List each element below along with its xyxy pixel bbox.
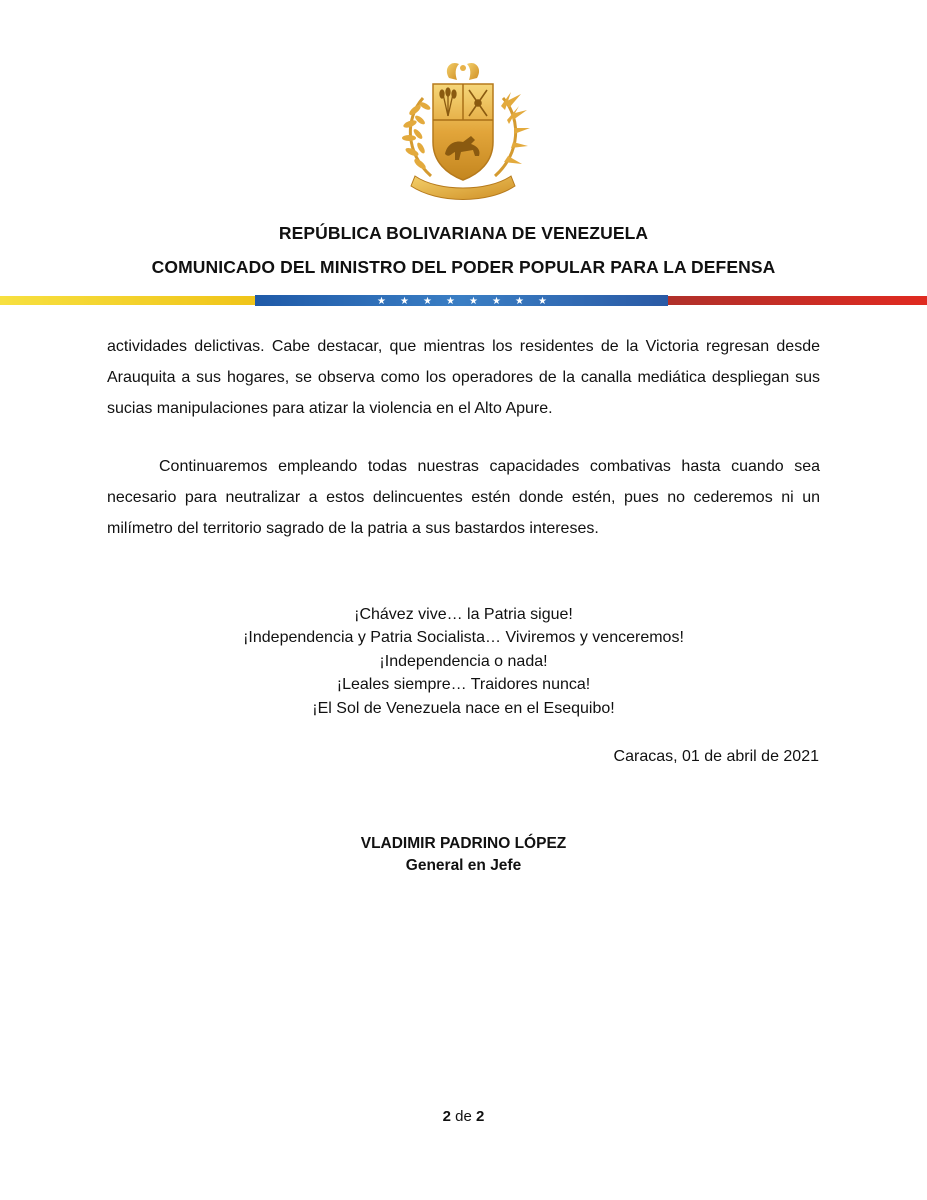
flag-color-bar	[0, 294, 927, 306]
signature-block	[0, 833, 927, 877]
svg-text:★: ★	[377, 296, 386, 306]
signatory-name: VLADIMIR PADRINO LÓPEZ	[360, 835, 567, 852]
svg-text:★: ★	[492, 296, 501, 306]
slogan-block	[0, 603, 927, 720]
svg-text:★: ★	[515, 296, 524, 306]
svg-text:★: ★	[400, 296, 409, 306]
current-page: 2	[442, 1108, 451, 1125]
svg-text:★: ★	[423, 296, 432, 306]
svg-text:★: ★	[469, 296, 478, 306]
page-separator: de	[455, 1108, 472, 1125]
body-paragraph-2-text: Continuaremos empleando todas nuestras capacidades combativas hasta cuando sea necesario para neutralizar a estos delincuentes estén donde estén, pues no cederemos ni un milímetro del territorio sagrado de la patria a sus bastardos intereses.	[107, 458, 820, 537]
svg-text:★: ★	[446, 296, 455, 306]
coat-of-arms-icon	[393, 58, 533, 206]
slogan-line: ¡Independencia y Patria Socialista… Viviremos y venceremos!	[243, 629, 684, 647]
total-pages: 2	[476, 1108, 485, 1125]
republic-title: REPÚBLICA BOLIVARIANA DE VENEZUELA	[278, 223, 649, 243]
signatory-rank: General en Jefe	[405, 857, 522, 874]
slogan-line: ¡El Sol de Venezuela nace en el Esequibo!	[312, 699, 615, 717]
page-number	[0, 1108, 927, 1125]
slogan-line: ¡Chávez vive… la Patria sigue!	[354, 606, 573, 623]
place-date-line: Caracas, 01 de abril de 2021	[613, 748, 819, 765]
communique-title: COMUNICADO DEL MINISTRO DEL PODER POPULAR PARA LA DEFENSA	[151, 257, 776, 277]
body-paragraph-2	[107, 451, 820, 544]
slogan-line: ¡Independencia o nada!	[379, 652, 548, 670]
svg-text:★: ★	[538, 296, 547, 306]
body-paragraph-1: actividades delictivas. Cabe destacar, que mientras los residentes de la Victoria regresan desde Arauquita a sus hogares, se observa como los operadores de la canalla mediática despliegan sus sucias manipulaciones para atizar la violencia en el Alto Apure.	[107, 338, 820, 417]
slogan-line: ¡Leales siempre… Traidores nunca!	[336, 676, 591, 694]
